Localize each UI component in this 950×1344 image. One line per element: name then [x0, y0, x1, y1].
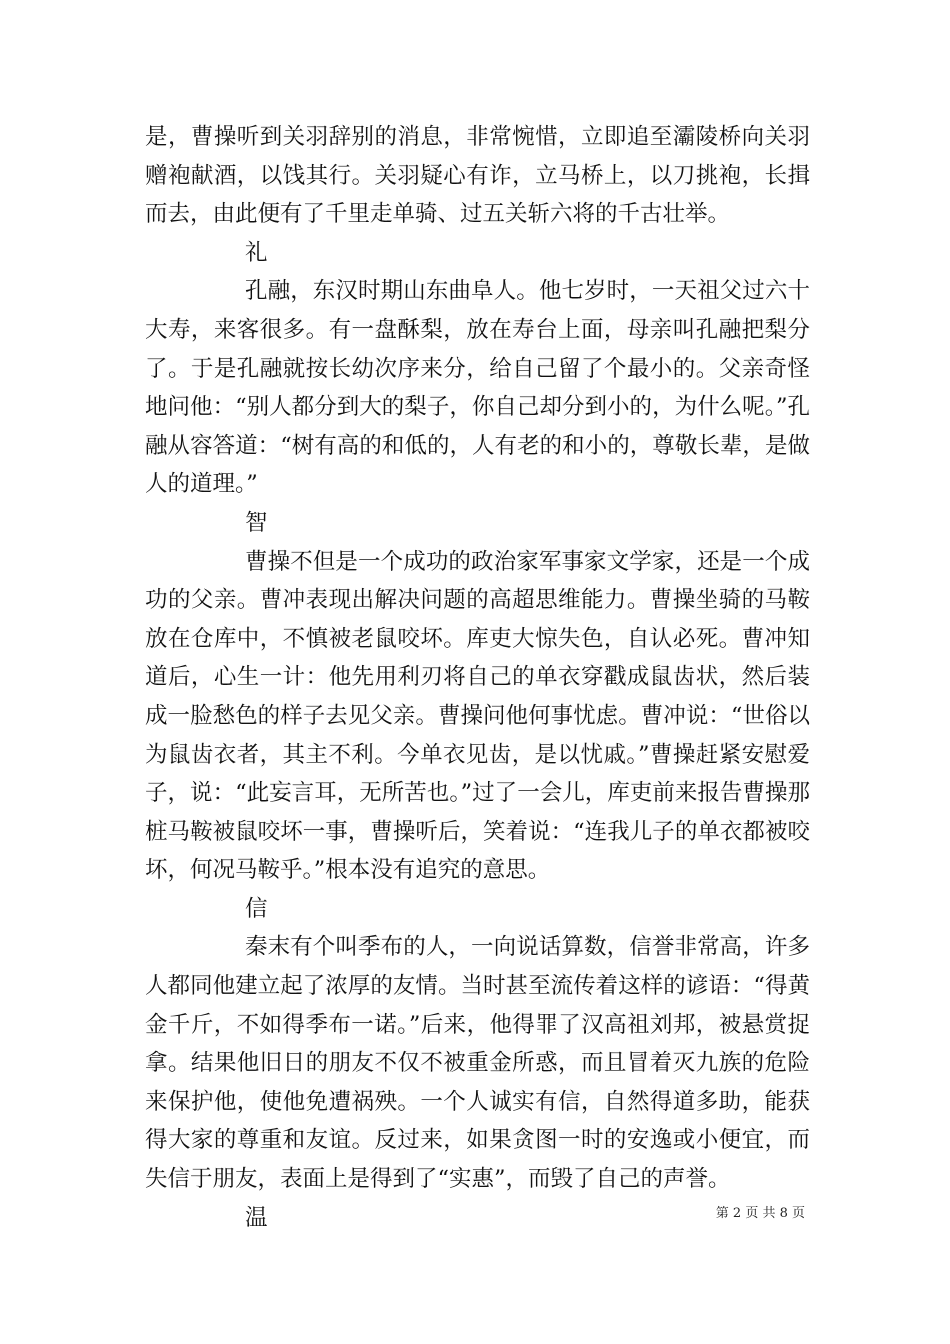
section-heading-wen: 温 — [245, 1204, 268, 1231]
paragraph-kongrong: 孔融，东汉时期山东曲阜人。他七岁时，一天祖父过六十大寿，来客很多。有一盘酥梨，放在寿台上面，母亲叫孔融把梨分了。于是孔融就按长幼次序来分，给自己留了个最小的。父亲奇怪地问他：“别人都分到大的梨子，你自己却分到小的，为什么呢。”孔融从容答道：“树有高的和低的，人有老的和小的，尊敬长辈，是做人的道理。” — [145, 278, 810, 498]
document-body — [145, 118, 810, 1237]
paragraph-jibu: 秦末有个叫季布的人，一向说话算数，信誉非常高，许多人都同他建立起了浓厚的友情。当时甚至流传着这样的谚语：“得黄金千斤，不如得季布一诺。”后来，他得罪了汉高祖刘邦，被悬赏捉拿。结果他旧日的朋友不仅不被重金所惑，而且冒着灭九族的危险来保护他，使他免遭祸殃。一个人诚实有信，自然得道多助，能获得大家的尊重和友谊。反过来，如果贪图一时的安逸或小便宜，而失信于朋友，表面上是得到了“实惠”，而毁了自己的声誉。 — [145, 934, 810, 1193]
paragraph-caochong: 曹操不但是一个成功的政治家军事家文学家，还是一个成功的父亲。曹冲表现出解决问题的高超思维能力。曹操坐骑的马鞍放在仓库中，不慎被老鼠咬坏。库吏大惊失色，自认必死。曹冲知道后，心生一计：他先用利刃将自己的单衣穿戳成鼠齿状，然后装成一脸愁色的样子去见父亲。曹操问他何事忧虑。曹冲说：“世俗以为鼠齿衣者，其主不利。今单衣见齿，是以忧戚。”曹操赶紧安慰爱子，说：“此妄言耳，无所苦也。”过了一会儿，库吏前来报告曹操那桩马鞍被鼠咬坏一事，曹操听后，笑着说：“连我儿子的单衣都被咬坏，何况马鞍乎。”根本没有追究的意思。 — [145, 548, 810, 884]
section-heading-li: 礼 — [245, 239, 268, 266]
page-number-footer: 第 2 页 共 8 页 — [715, 1206, 805, 1221]
paragraph-guanyu-continued: 是，曹操听到关羽辞别的消息，非常惋惜，立即追至灞陵桥向关羽赠袍献酒，以饯其行。关羽疑心有诈，立马桥上，以刀挑袍，长揖而去，由此便有了千里走单骑、过五关斩六将的千古壮举。 — [145, 124, 810, 228]
section-heading-zhi: 智 — [245, 509, 268, 536]
section-heading-xin: 信 — [245, 895, 268, 922]
